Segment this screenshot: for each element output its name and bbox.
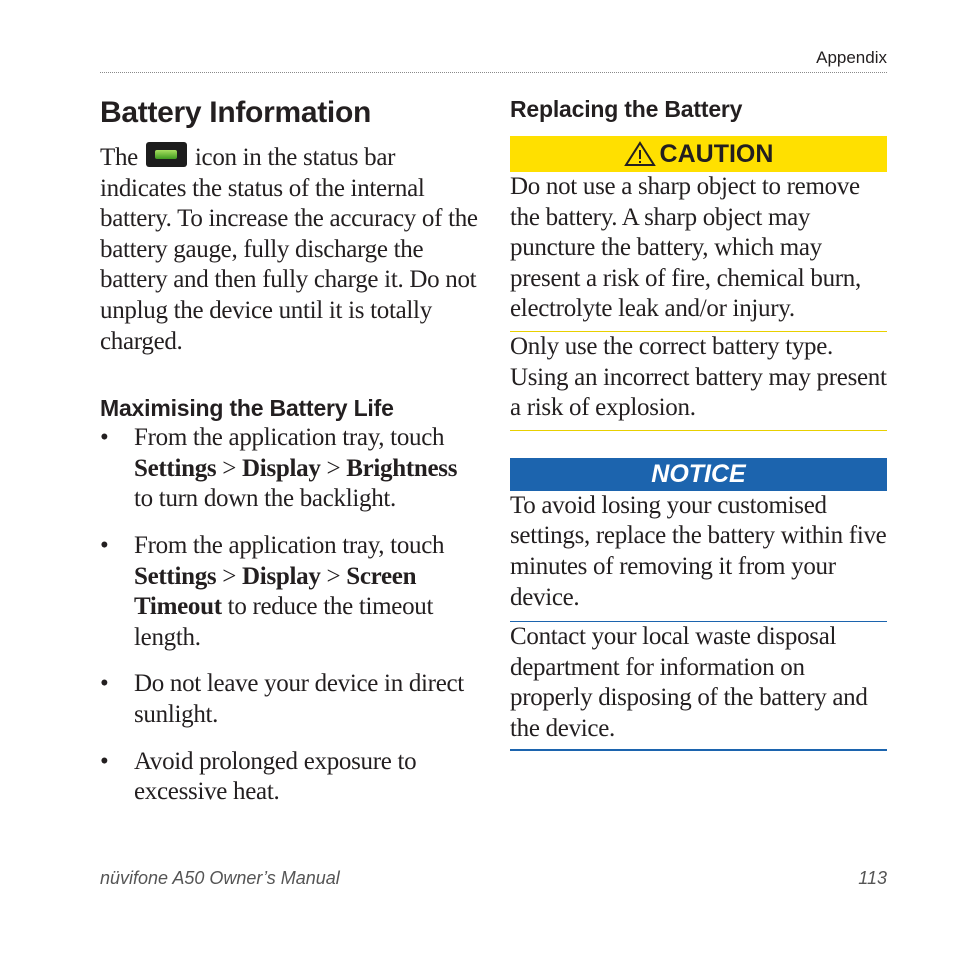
caution-text-sharp-object: Do not use a sharp object to remove the battery. A sharp object may puncture the battery, which may present a risk of fire, chemical burn, electrolyte leak and/or injury. [510, 173, 861, 323]
intro-before-icon: The [100, 144, 138, 171]
header-divider [100, 72, 887, 73]
caution-end-divider [510, 430, 887, 431]
battery-life-heading: Maximising the Battery Life [100, 395, 394, 422]
battery-icon [146, 142, 187, 167]
notice-text: To avoid losing your customised settings, replace the battery within five minutes of removing it from your device. [510, 491, 887, 611]
manual-title: nüvifone A50 Owner’s Manual [100, 868, 340, 888]
list-item: • Avoid prolonged exposure to excessive heat. [100, 747, 417, 806]
warning-triangle-icon [624, 141, 656, 167]
caution-label: CAUTION [659, 139, 774, 168]
notice-end-divider [510, 749, 887, 751]
intro-after-icon: icon in the status bar indicates the status of the internal battery. To increase the accuracy of the battery gauge, fully discharge the battery and then fully charge it. Do not unplug the device until it is totally charged. [100, 144, 478, 355]
notice-label: NOTICE [651, 459, 746, 488]
bullet-marker: • [100, 747, 109, 775]
list-item: • From the application tray, touch Settings > Display > Brightness to turn down the backlight. [100, 424, 458, 513]
menu-path-display: Display [242, 562, 321, 590]
list-item: • Do not leave your device in direct sunlight. [100, 670, 464, 728]
page-title: Battery Information [100, 96, 371, 129]
caution-banner [510, 136, 887, 172]
menu-path-settings: Settings [134, 454, 217, 482]
menu-path-screen-timeout: Screen Timeout [134, 562, 417, 621]
menu-path-brightness: Brightness [346, 454, 458, 482]
battery-life-list [100, 423, 480, 808]
section-label: Appendix [816, 48, 887, 67]
bullet-marker: • [100, 424, 109, 452]
menu-path-settings: Settings [134, 562, 217, 590]
page-number: 113 [858, 868, 887, 888]
notice-banner [510, 458, 887, 491]
replacing-battery-heading: Replacing the Battery [510, 96, 743, 122]
bullet-marker: • [100, 531, 109, 559]
left-column [100, 94, 480, 816]
battery-life-section [100, 393, 480, 808]
disposal-paragraph: Contact your local waste disposal department for information on properly disposing of the battery and the device. [510, 623, 868, 742]
bullet-marker: • [100, 670, 109, 698]
right-column [510, 94, 887, 751]
caution-text-battery-type: Only use the correct battery type. Using an incorrect battery may present a risk of explosion. [510, 332, 887, 422]
battery-intro-paragraph [100, 142, 480, 357]
menu-path-display: Display [242, 454, 321, 482]
list-item: • From the application tray, touch Settings > Display > Screen Timeout to reduce the timeout length. [100, 531, 445, 651]
